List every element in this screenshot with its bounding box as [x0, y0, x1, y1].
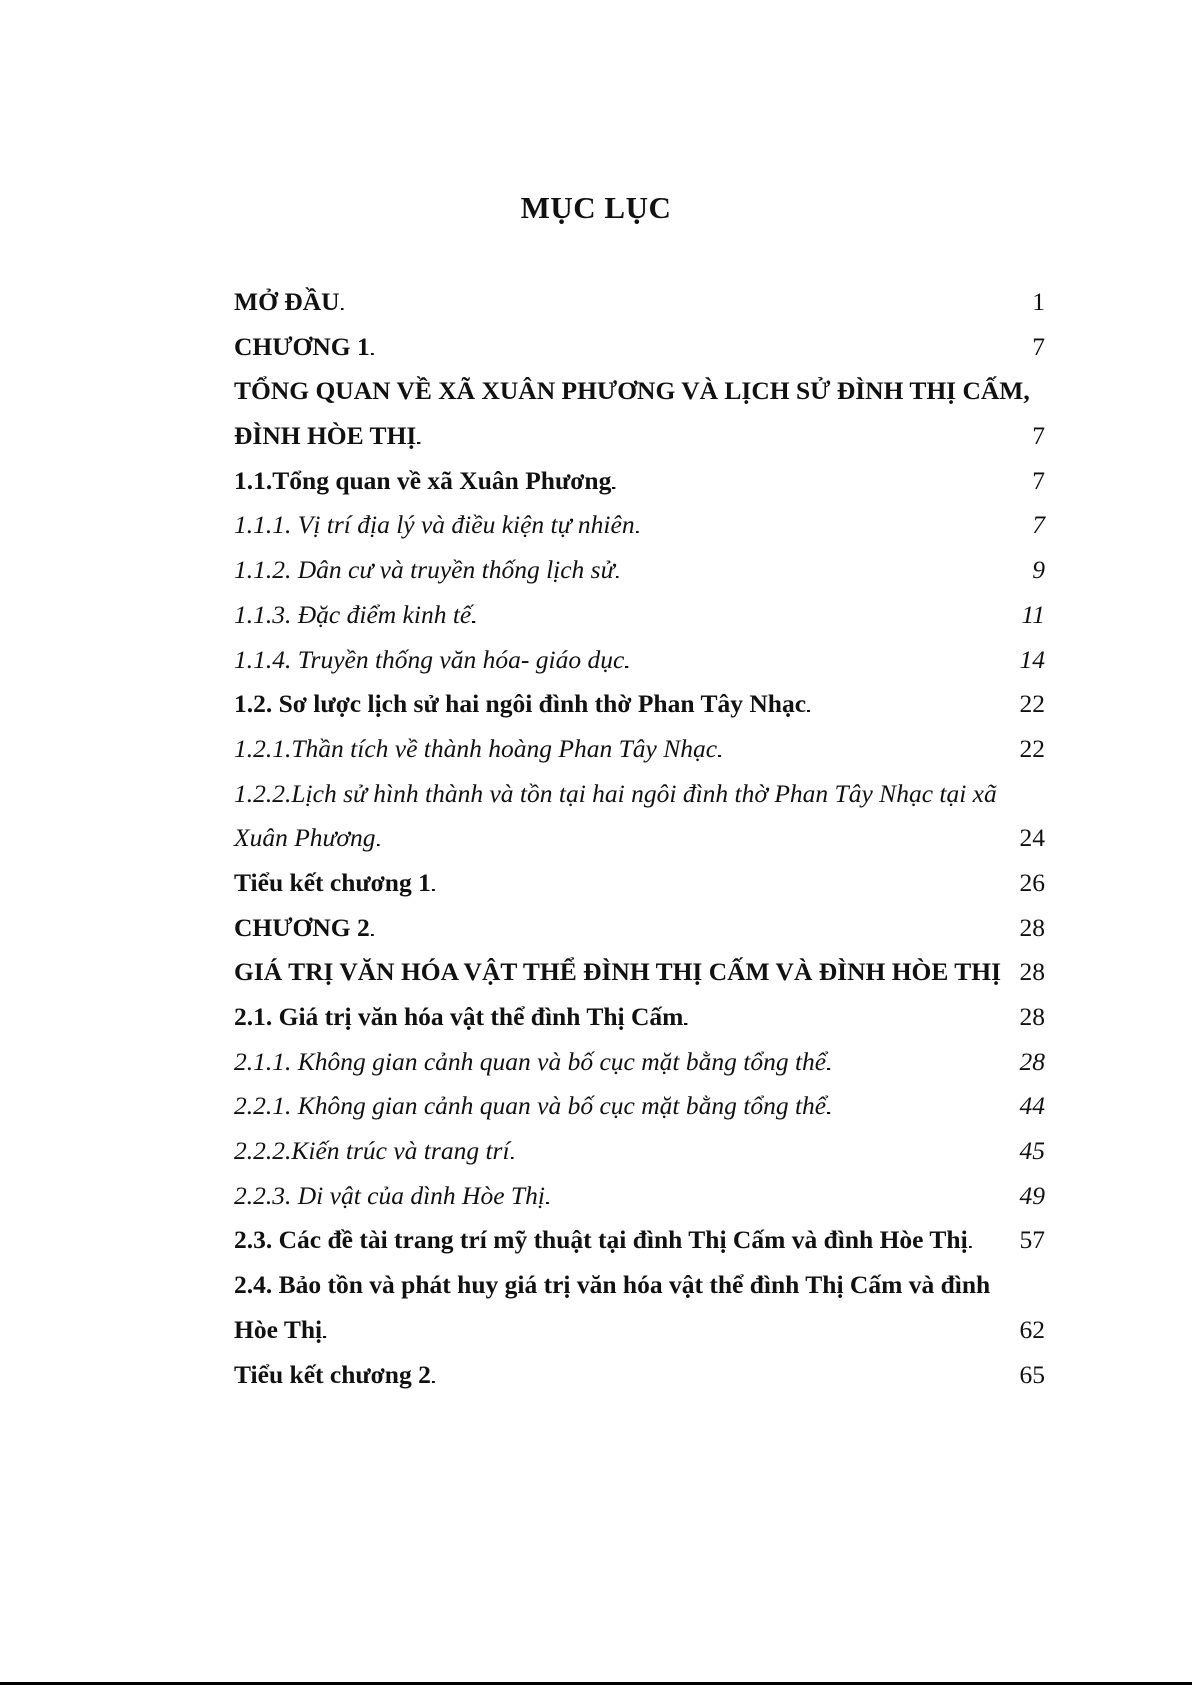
toc-dot-leader: [371, 906, 1019, 954]
toc-page-number: 57: [1019, 1225, 1045, 1255]
toc-page-number: 28: [1019, 1002, 1045, 1031]
toc-entry[interactable]: [234, 325, 1045, 370]
toc-dot-leader: [546, 1174, 1019, 1222]
toc-dot-leader: [377, 816, 1019, 864]
toc-entry-text: GIÁ TRỊ VĂN HÓA VẬT THỂ ĐÌNH THỊ CẤM VÀ ĐÌNH HÒE THỊ: [234, 957, 1002, 987]
toc-dot-leader: [969, 1218, 1019, 1266]
toc-entry-text: 1.1.3. Đặc điểm kinh tế: [234, 599, 472, 629]
toc-page-number: 22: [1019, 733, 1045, 763]
toc-entry-line: [234, 1263, 1045, 1308]
toc-entry-text: TỔNG QUAN VỀ XÃ XUÂN PHƯƠNG VÀ LỊCH SỬ ĐÌNH THỊ CẤM,: [234, 376, 1030, 406]
toc-entry[interactable]: [234, 1174, 1045, 1219]
toc-page-number: 45: [1019, 1136, 1045, 1166]
toc-entry[interactable]: [234, 950, 1045, 995]
toc-entry[interactable]: [234, 414, 1045, 459]
toc-entry-text: 2.1. Giá trị văn hóa vật thể đình Thị Cấm: [234, 1002, 684, 1031]
toc-dot-leader: [636, 503, 1032, 551]
toc-dot-leader: [323, 1308, 1018, 1356]
toc-entry-text: MỞ ĐẦU: [234, 287, 340, 316]
toc-entry-text: 2.2.2.Kiến trúc và trang trí: [234, 1136, 510, 1166]
toc-page-number: 28: [1019, 957, 1045, 987]
toc-entry[interactable]: [234, 816, 1045, 861]
toc-page-number: 62: [1019, 1314, 1045, 1344]
toc-page-number: 9: [1032, 555, 1045, 585]
toc-entry-line: [234, 772, 1045, 817]
toc-entry[interactable]: [234, 1308, 1045, 1353]
toc-dot-leader: [417, 414, 1031, 462]
toc-entry[interactable]: [234, 1084, 1045, 1129]
toc-page-number: 26: [1019, 867, 1045, 897]
toc-entry[interactable]: [234, 503, 1045, 548]
toc-dot-leader: [827, 1084, 1018, 1132]
toc-entry[interactable]: [234, 280, 1045, 325]
toc-entry-text: 1.1.2. Dân cư và truyền thống lịch sử: [234, 555, 615, 585]
toc-entry[interactable]: [234, 593, 1045, 638]
toc-dot-leader: [625, 638, 1018, 686]
toc-entry[interactable]: [234, 1353, 1045, 1398]
toc-page-number: 49: [1019, 1180, 1045, 1210]
toc-entry-text: 2.2.3. Di vật của dình Hòe Thị: [234, 1180, 545, 1210]
toc-entry[interactable]: [234, 995, 1045, 1040]
toc-entry-text: Hòe Thị: [234, 1314, 323, 1344]
toc-dot-leader: [341, 280, 1032, 328]
toc-entry-text: 2.2.1. Không gian cảnh quan và bố cục mặt bằng tổng thể: [234, 1091, 827, 1121]
toc-entry[interactable]: [234, 682, 1045, 727]
toc-entry[interactable]: [234, 1218, 1045, 1263]
toc-page-number: 44: [1019, 1091, 1045, 1121]
toc-entry-text: 1.2.2.Lịch sử hình thành và tồn tại hai ngôi đình thờ Phan Tây Nhạc tại xã: [234, 778, 997, 808]
toc-entry[interactable]: [234, 1129, 1045, 1174]
toc-entry[interactable]: [234, 906, 1045, 951]
toc-entry-text: 2.1.1. Không gian cảnh quan và bố cục mặt bằng tổng thể: [234, 1046, 827, 1076]
toc-entry-text: 1.1.Tổng quan về xã Xuân Phương: [234, 465, 612, 495]
toc-page-number: 14: [1019, 644, 1045, 674]
toc-dot-leader: [827, 1040, 1018, 1088]
toc-page-number: 22: [1019, 689, 1045, 719]
toc-page-number: 1: [1032, 287, 1045, 316]
toc-entry-line: [234, 369, 1045, 414]
toc-page-number: 65: [1019, 1359, 1045, 1389]
toc-entry-text: 2.4. Bảo tồn và phát huy giá trị văn hóa vật thể đình Thị Cấm và đình: [234, 1270, 991, 1300]
toc-entry-text: Tiểu kết chương 1: [234, 867, 431, 897]
toc-page-number: 7: [1032, 421, 1045, 451]
toc-page-number: 11: [1021, 599, 1045, 629]
toc-dot-leader: [432, 1353, 1019, 1401]
toc-page-number: 24: [1019, 823, 1045, 853]
toc-entry-text: 1.1.4. Truyền thống văn hóa- giáo dục: [234, 644, 625, 674]
toc-dot-leader: [807, 682, 1018, 730]
toc-entry[interactable]: [234, 548, 1045, 593]
toc-dot-leader: [684, 995, 1018, 1043]
toc-dot-leader: [616, 548, 1032, 596]
toc-page-number: 28: [1019, 1046, 1045, 1076]
toc-entry-text: 1.2.1.Thần tích về thành hoàng Phan Tây Nhạc: [234, 733, 718, 763]
toc-page-number: 28: [1019, 912, 1045, 942]
toc-entry[interactable]: [234, 1040, 1045, 1085]
toc-page-number: 7: [1032, 465, 1045, 495]
toc-entry-text: 1.1.1. Vị trí địa lý và điều kiện tự nhiên: [234, 510, 635, 540]
toc-dot-leader: [371, 325, 1031, 373]
toc-dot-leader: [432, 861, 1019, 909]
table-of-contents: [234, 280, 1045, 1397]
toc-dot-leader: [511, 1129, 1019, 1177]
toc-entry-text: CHƯƠNG 1: [234, 331, 370, 361]
page-title: MỤC LỤC: [520, 190, 672, 225]
toc-page-number: 7: [1032, 331, 1045, 361]
toc-entry-text: 1.2. Sơ lược lịch sử hai ngôi đình thờ Phan Tây Nhạc: [234, 689, 807, 719]
toc-entry[interactable]: [234, 727, 1045, 772]
toc-entry-text: Xuân Phương: [234, 823, 376, 853]
toc-dot-leader: [472, 593, 1020, 641]
toc-page-number: 7: [1032, 510, 1045, 540]
toc-entry[interactable]: [234, 861, 1045, 906]
toc-entry-text: CHƯƠNG 2: [234, 912, 370, 942]
toc-entry-text: Tiểu kết chương 2: [234, 1359, 431, 1389]
toc-entry[interactable]: [234, 638, 1045, 683]
toc-entry[interactable]: [234, 459, 1045, 504]
toc-dot-leader: [718, 727, 1018, 775]
toc-dot-leader: [612, 459, 1031, 507]
toc-entry-text: ĐÌNH HÒE THỊ: [234, 421, 417, 451]
toc-entry-text: 2.3. Các đề tài trang trí mỹ thuật tại đình Thị Cấm và đình Hòe Thị: [234, 1225, 968, 1255]
